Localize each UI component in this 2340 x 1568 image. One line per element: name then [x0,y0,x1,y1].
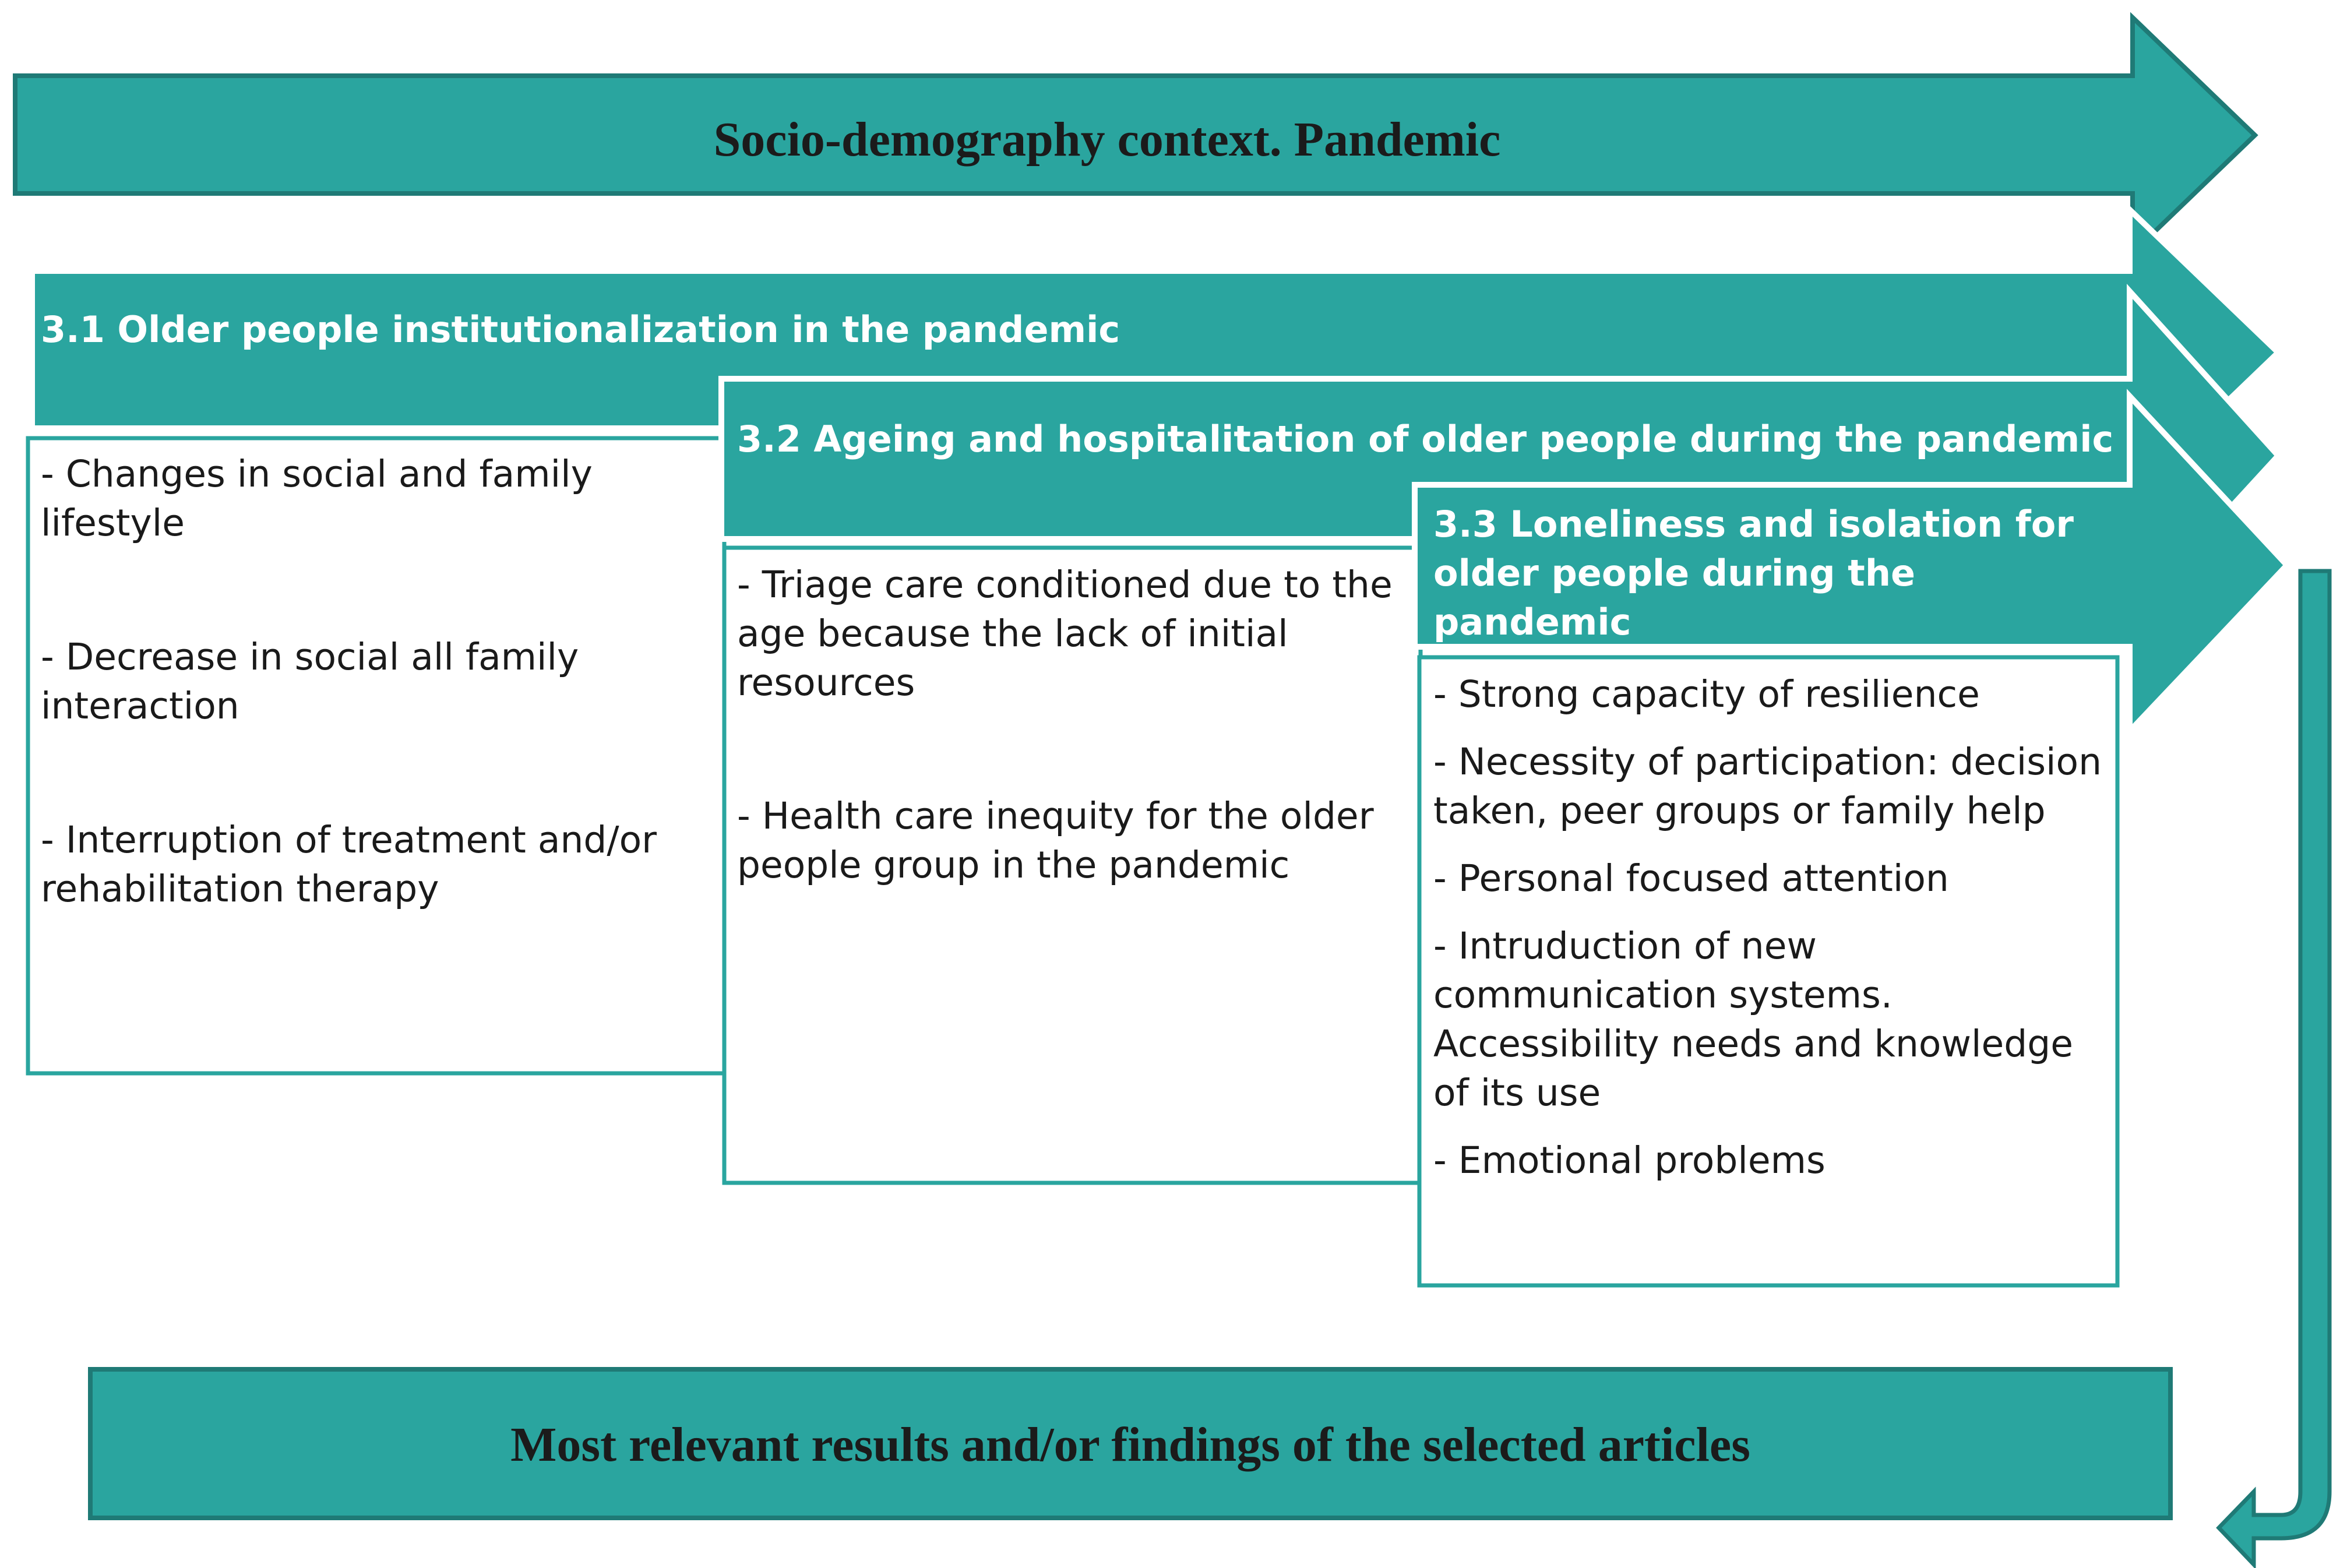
return-arrow [2219,571,2330,1565]
section-3-3-items [1433,670,2112,1185]
section-3-3-title: 3.3 Loneliness and isolation for older people during the pandemic [1433,503,2074,643]
list-item: - Emotional problems [1433,1139,1826,1182]
list-item: - Decrease in social all family interaction [41,636,579,727]
results-label: Most relevant results and/or findings of the selected articles [510,1418,1750,1472]
section-3-2-items [737,561,1407,890]
list-item: - Intruduction of new communication systems. Accessibility needs and knowledge of its use [1433,925,2074,1114]
list-item: - Interruption of treatment and/or rehabilitation therapy [41,819,657,910]
list-item: - Personal focused attention [1433,857,1949,900]
section-3-1-title: 3.1 Older people institutionalization in the pandemic [41,308,1120,351]
context-label: Socio-demography context. Pandemic [713,112,1501,167]
section-3-1-items [41,450,711,914]
section-3-2-title: 3.2 Ageing and hospitalitation of older people during the pandemic [737,418,2114,460]
list-item: - Triage care conditioned due to the age because the lack of initial resources [737,563,1393,704]
list-item: - Strong capacity of resilience [1433,673,1980,716]
list-item: - Necessity of participation: decision taken, peer groups or family help [1433,741,2102,832]
list-item: - Changes in social and family lifestyle [41,453,593,544]
list-item: - Health care inequity for the older people group in the pandemic [737,795,1374,886]
